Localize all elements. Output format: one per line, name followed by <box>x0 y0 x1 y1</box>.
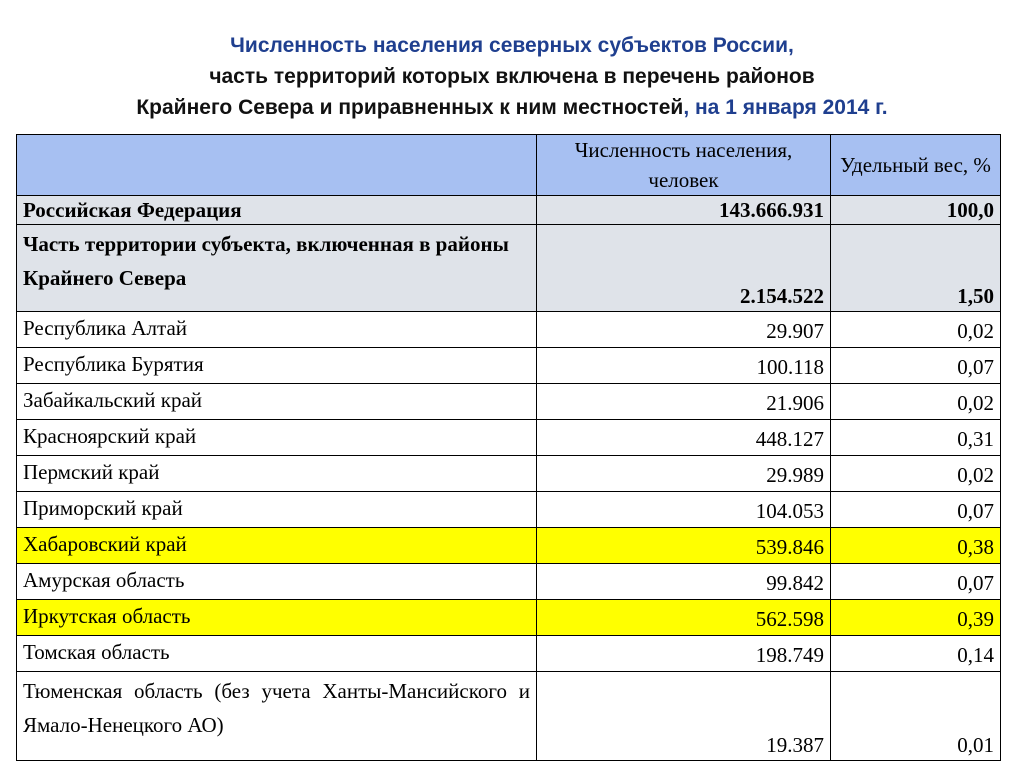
region-share: 0,07 <box>831 564 1001 600</box>
table-row <box>17 384 1001 420</box>
table-row <box>17 312 1001 348</box>
region-population: 29.989 <box>537 456 831 492</box>
region-population: 29.907 <box>537 312 831 348</box>
region-name: Приморский край <box>17 492 537 528</box>
table-row <box>17 420 1001 456</box>
table-row <box>17 672 1001 761</box>
table-header-row <box>17 135 1001 196</box>
total-share: 100,0 <box>831 196 1001 225</box>
region-population: 562.598 <box>537 600 831 636</box>
total-name: Российская Федерация <box>17 196 537 225</box>
region-share: 0,39 <box>831 600 1001 636</box>
region-name: Забайкальский край <box>17 384 537 420</box>
part-name: Часть территории субъекта, включенная в районы Крайнего Севера <box>17 225 537 312</box>
region-name: Амурская область <box>17 564 537 600</box>
title-line-2: часть территорий которых включена в перечень районов <box>209 65 815 88</box>
table-row <box>17 348 1001 384</box>
region-population: 104.053 <box>537 492 831 528</box>
region-name: Хабаровский край <box>17 528 537 564</box>
region-name: Пермский край <box>17 456 537 492</box>
table-row <box>17 564 1001 600</box>
region-population: 21.906 <box>537 384 831 420</box>
region-population: 19.387 <box>537 672 831 761</box>
header-region <box>17 135 537 196</box>
total-population: 143.666.931 <box>537 196 831 225</box>
far-north-part-row <box>17 225 1001 312</box>
region-share: 0,07 <box>831 348 1001 384</box>
region-population: 448.127 <box>537 420 831 456</box>
region-share: 0,02 <box>831 384 1001 420</box>
region-share: 0,31 <box>831 420 1001 456</box>
region-name: Тюменская область (без учета Ханты-Мансийского и Ямало-Ненецкого АО) <box>17 672 537 761</box>
region-name: Республика Алтай <box>17 312 537 348</box>
population-table <box>16 134 1001 761</box>
title-line-1: Численность населения северных субъектов России, <box>230 34 794 57</box>
region-share: 0,02 <box>831 456 1001 492</box>
total-row <box>17 196 1001 225</box>
table-row <box>17 600 1001 636</box>
region-name: Республика Бурятия <box>17 348 537 384</box>
region-share: 0,14 <box>831 636 1001 672</box>
region-population: 99.842 <box>537 564 831 600</box>
part-population: 2.154.522 <box>537 225 831 312</box>
region-name: Красноярский край <box>17 420 537 456</box>
region-population: 100.118 <box>537 348 831 384</box>
title-line-3: Крайнего Севера и приравненных к ним местностей, на 1 января 2014 г. <box>136 96 888 119</box>
region-share: 0,07 <box>831 492 1001 528</box>
table-row <box>17 456 1001 492</box>
region-population: 198.749 <box>537 636 831 672</box>
table-row <box>17 636 1001 672</box>
table-row <box>17 528 1001 564</box>
header-share: Удельный вес, % <box>831 135 1001 196</box>
region-share: 0,38 <box>831 528 1001 564</box>
header-population: Численность населения, человек <box>537 135 831 196</box>
slide-title <box>0 30 1024 123</box>
region-share: 0,02 <box>831 312 1001 348</box>
part-share: 1,50 <box>831 225 1001 312</box>
region-name: Томская область <box>17 636 537 672</box>
region-name: Иркутская область <box>17 600 537 636</box>
region-population: 539.846 <box>537 528 831 564</box>
table-row <box>17 492 1001 528</box>
region-share: 0,01 <box>831 672 1001 761</box>
